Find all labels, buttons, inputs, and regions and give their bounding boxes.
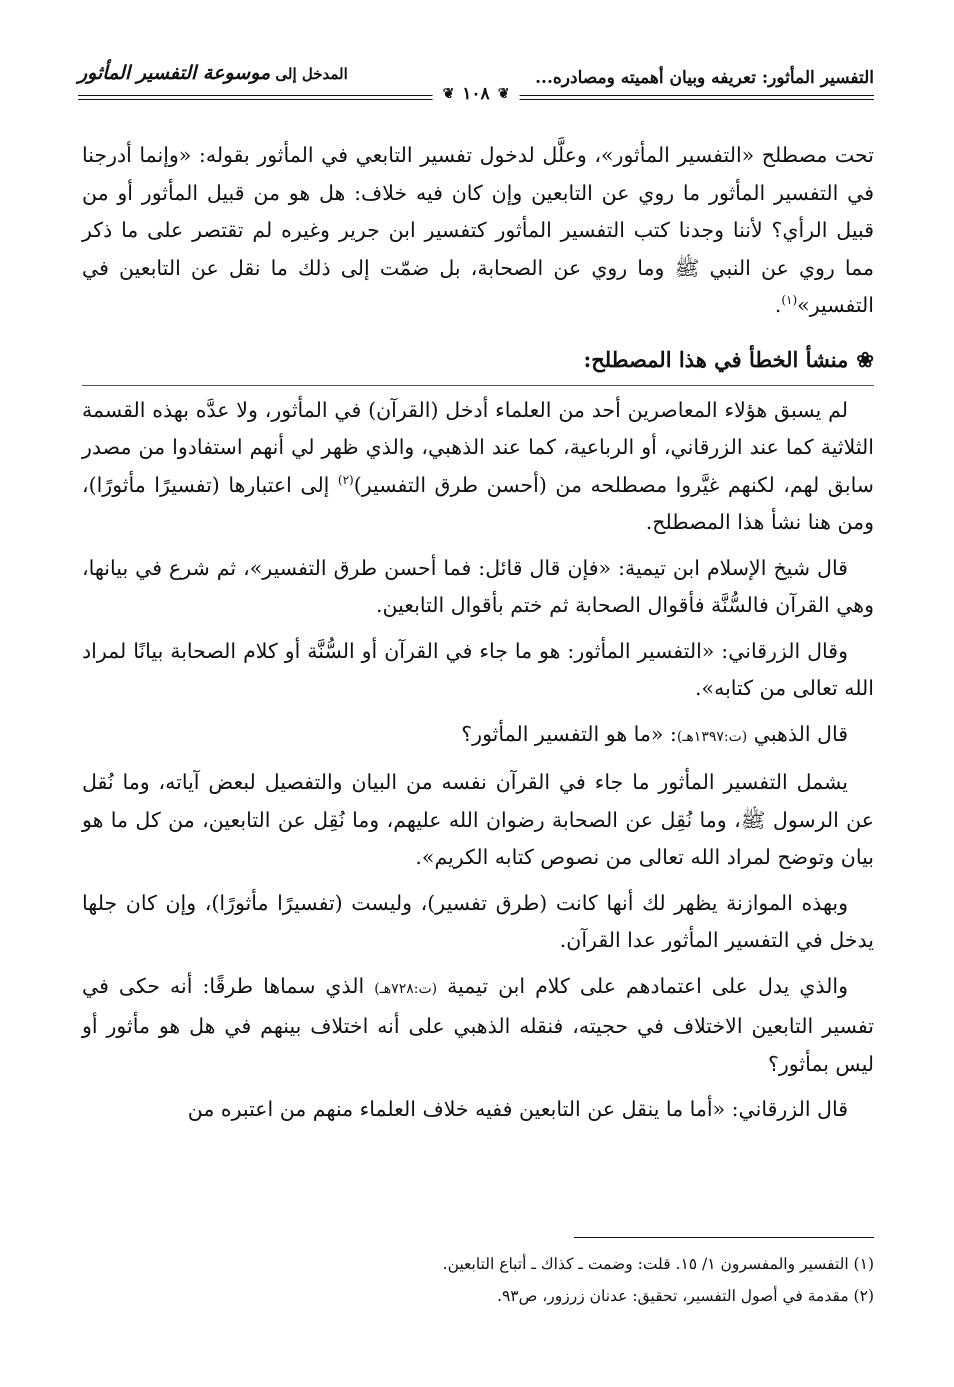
book-logo (78, 62, 348, 84)
page-number: ١٠٨ (462, 84, 490, 104)
paragraph-text: الذي سماها طرقًا: أنه حكى في تفسير التابعين الاختلاف في حجيته، فنقله الذهبي على أنه اختلاف بينهم في هل هو مأثور أو ليس بمأثور؟ (82, 973, 874, 1076)
paragraph-text: : «ما هو التفسير المأثور؟ (461, 721, 677, 746)
section-heading-text: منشأ الخطأ في هذا المصطلح: (583, 346, 849, 372)
paragraph-text: تحت مصطلح «التفسير المأثور»، وعلَّل لدخول تفسير التابعي في المأثور بقوله: «وإنما أدرجنا في التفسير المأثور ما روي عن التابعين وإن كان فيه خلاف: هل هو من قبيل المأثور أو من قبيل الرأي؟ لأننا وجدنا كتب التفسير المأثور كتفسير ابن جرير وغيره لم تقتصر على ما ذكر مما روي عن النبي ﷺ وما روي عن الصحابة، بل ضمّت إلى ذلك ما نقل عن التابعين في التفسير» (82, 143, 874, 317)
footnote-separator (574, 1237, 874, 1238)
paragraph: وقال الزرقاني: «التفسير المأثور: هو ما جاء في القرآن أو السُّنَّة أو كلام الصحابة بيانًا لمراد الله تعالى من كتابه». (82, 638, 874, 700)
paragraph-end: . (774, 293, 782, 317)
paragraph-text: إلى اعتبارها (تفسيرًا مأثورًا)، ومن هنا نشأ هذا المصطلح. (82, 472, 874, 534)
logo-prefix: المدخل إلى (275, 65, 348, 83)
main-text (82, 137, 874, 1137)
footnote-ref: (١) (781, 293, 798, 308)
paragraph-text: والذي يدل على اعتمادهم على كلام ابن تيمية (437, 973, 848, 998)
flower-icon: ❀ (856, 346, 874, 372)
footnote: (١) التفسير والمفسرون ١/ ١٥. قلت: وضمت ـ كذاك ـ أتباع التابعين. (442, 1255, 874, 1273)
footnotes (82, 1248, 874, 1312)
running-title: التفسير المأثور: تعريفه وبيان أهميته ومصادره... (535, 68, 874, 88)
paragraph-text: قال الذهبي (747, 721, 848, 746)
paragraph-text: لم يسبق هؤلاء المعاصرين أحد من العلماء أدخل (القرآن) في المأثور، ولا عدَّه بهذه القسمة الثلاثية كما عند الزرقاني، أو الرباعية، كما عند الذهبي، والذي ظهر لي أنهم استفادوا من مصدر سابق لهم، لكنهم غيَّروا مصطلحه من (أحسن طرق التفسير) (82, 397, 874, 497)
death-date: (ت:١٣٩٧هـ) (676, 728, 748, 745)
paragraph (82, 968, 874, 1084)
paragraph: وبهذه الموازنة يظهر لك أنها كانت (طرق تفسير)، وليست (تفسيرًا مأثورًا)، وإن كان جلها يدخل في التفسير المأثور عدا القرآن. (82, 890, 874, 952)
paragraph: قال الزرقاني: «أما ما ينقل عن التابعين ففيه خلاف العلماء منهم من اعتبره من (187, 1097, 848, 1121)
footnote-ref: (٢) (337, 472, 354, 487)
paragraph: يشمل التفسير المأثور ما جاء في القرآن نفسه من البيان والتفصيل لبعض آياته، وما نُقل عن الرسول ﷺ، وما نُقِل عن الصحابة رضوان الله عليهم، وما نُقِل عن التابعين، من كل ما هو بيان وتوضح لمراد الله تعالى من نصوص كتابه الكريم». (82, 770, 874, 869)
page-header (78, 62, 874, 102)
ornament-icon: ❦ (497, 86, 510, 102)
logo-main: موسوعة التفسير المأثور (78, 62, 271, 84)
death-date: (ت:٧٢٨هـ) (374, 980, 438, 997)
paragraph: قال شيخ الإسلام ابن تيمية: «فإن قال قائل: فما أحسن طرق التفسير»، ثم شرع في بيانها، وهي القرآن فالسُّنَّة فأقوال الصحابة ثم ختم بأقوال التابعين. (82, 555, 874, 617)
footnote: (٢) مقدمة في أصول التفسير، تحقيق: عدنان زرزور، ص٩٣. (497, 1287, 874, 1305)
paragraph (82, 716, 874, 757)
paragraph (82, 137, 874, 325)
paragraph (82, 392, 874, 542)
section-heading (82, 341, 874, 386)
ornament-icon: ❦ (442, 86, 455, 102)
page-number-block (433, 84, 520, 104)
